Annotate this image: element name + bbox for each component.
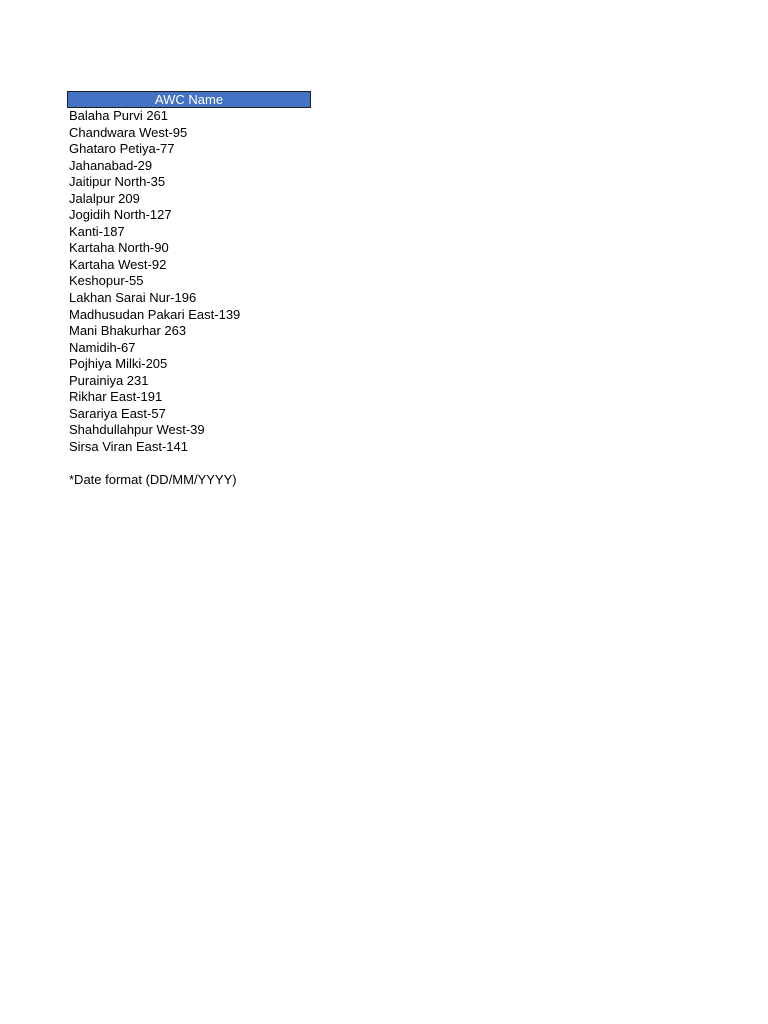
table-row: Rikhar East-191 <box>69 389 163 405</box>
table-row: Namidih-67 <box>69 339 136 355</box>
table-row: Chandwara West-95 <box>69 124 188 140</box>
table-row: Madhusudan Pakari East-139 <box>69 306 241 322</box>
awc-sheet <box>67 91 311 489</box>
table-row: Lakhan Sarai Nur-196 <box>69 290 197 306</box>
table-row: Jaitipur North-35 <box>69 174 166 190</box>
blank-row <box>67 455 311 472</box>
table-row: Kanti-187 <box>69 223 125 239</box>
table-row: Sarariya East-57 <box>69 405 166 421</box>
table-row: Mani Bhakurhar 263 <box>69 323 187 339</box>
table-row: Jahanabad-29 <box>69 157 153 173</box>
table-row: Jogidih North-127 <box>69 207 172 223</box>
awc-name-list <box>67 108 311 455</box>
table-row: Jalalpur 209 <box>69 190 140 206</box>
table-row: Keshopur-55 <box>69 273 144 289</box>
table-row: Ghataro Petiya-77 <box>69 141 175 157</box>
table-row: Purainiya 231 <box>69 372 149 388</box>
table-row: Kartaha West-92 <box>69 256 167 272</box>
table-row: Kartaha North-90 <box>69 240 169 256</box>
table-row: Sirsa Viran East-141 <box>69 438 188 454</box>
table-row: Pojhiya Milki-205 <box>69 356 168 372</box>
date-format-note: *Date format (DD/MM/YYYY) <box>69 472 237 488</box>
table-row: Shahdullahpur West-39 <box>69 422 205 438</box>
column-header-awc-name: AWC Name <box>67 91 311 108</box>
table-row: Balaha Purvi 261 <box>69 108 169 123</box>
